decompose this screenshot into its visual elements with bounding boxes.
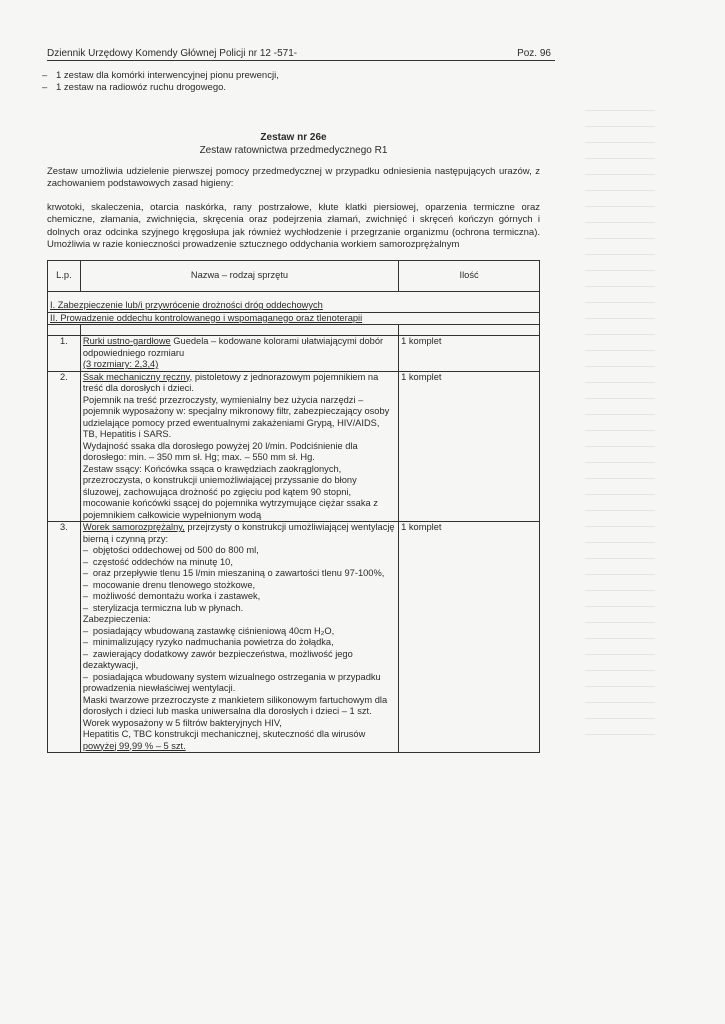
page-header — [47, 48, 555, 61]
table-row — [48, 371, 540, 522]
bleed-through-lines — [585, 110, 655, 810]
intro-item: – 1 zestaw na radiowóz ruchu drogowego. — [42, 82, 227, 93]
intro-item: – 1 zestaw dla komórki interwencyjnej pionu prewencji, — [42, 70, 279, 81]
table-header-row — [48, 261, 540, 292]
position-number: Poz. 96 — [517, 48, 551, 59]
header-lp: L.p. — [48, 261, 81, 292]
section-row — [48, 292, 540, 313]
header-qty: Ilość — [399, 261, 540, 292]
row-name: Ssak mechaniczny ręczny, pistoletowy z jednorazowym pojemnikiem na treść dla dorosłych i dzieci. Pojemnik na treść przezroczysty, wymienialny bez użycia narzędzi – pojemnik wyposażony w: specjalny mikronowy filtr, zabezpieczający osoby udzielające pomocy przed ewentualnymi zakażeniami Grypą, HIV/AIDS, TB, Hepatitis i SARS. Wydajność ssaka dla dorosłego powyżej 20 l/min. Podciśnienie dla dorosłego: min. – 350 mm sł. Hg; max. – 550 mm sł. Hg. Zestaw ssący: Końcówka ssąca o krawędziach zaokrąglonych, przezroczysta, o konstrukcji uniemożliwiającej przyssanie do błony śluzowej, zachowująca drożność po zgięciu pod kątem 90 stopni, mocowanie końcówki ssącej do pojemnika wytrzymujące ciężar ssaka z pojemnikiem całkowicie wypełnionym wodą — [80, 371, 398, 522]
header-name: Nazwa – rodzaj sprzętu — [80, 261, 398, 292]
intro-list — [42, 70, 279, 94]
kit-name: Zestaw ratownictwa przedmedycznego R1 — [199, 145, 388, 156]
row-name: Worek samorozprężalny, przejrzysty o konstrukcji umożliwiającej wentylację bierną i czynną przy: – objętości oddechowej od 500 do 800 ml, – częstość oddechów na minutę 10, – oraz przepływie tlenu 15 l/min mieszaniną o zawartości tlenu 97-100%, – mocowanie drenu tlenowego stożkowe, – możliwość demontażu worka i zastawek, – sterylizacja termiczna lub w płynach. Zabezpieczenia: – posiadający wbudowaną zastawkę ciśnieniową 40cm H₂O, – minimalizujący ryzyko nadmuchania powietrza do żołądka, – zawierający dodatkowy zawór bezpieczeństwa, możliwość jego dezaktywacji, – posiadająca wbudowany system wizualnego ostrzegania w przypadku prowadzenia niewłaściwej wentylacji. Maski twarzowe przezroczyste z mankietem silikonowym fartuchowym dla dorosłych i dzieci lub maska uniwersalna dla dorosłych i dzieci – 1 szt. Worek wyposażony w 5 filtrów bakteryjnych HIV, Hepatitis C, TBC konstrukcji mechanicznej, skuteczność dla wirusów powyżej 99,99 % – 5 szt. — [80, 522, 398, 753]
section-title: II. Prowadzenie oddechu kontrolowanego i wspomaganego oraz tlenoterapii — [50, 312, 363, 323]
row-lp: 1. — [48, 336, 81, 372]
description-paragraph: Zestaw umożliwia udzielenie pierwszej pomocy przedmedycznej w przypadku odniesienia następujących urazów, z zachowaniem podstawowych zasad higieny: — [47, 166, 540, 190]
equipment-table — [47, 260, 540, 753]
row-qty: 1 komplet — [399, 371, 540, 522]
table-row — [48, 522, 540, 753]
row-qty: 1 komplet — [399, 522, 540, 753]
row-name: Rurki ustno-gardłowe Guedela – kodowane kolorami ułatwiającymi dobór odpowiedniego rozmiaru (3 rozmiary: 2,3,4) — [80, 336, 398, 372]
kit-number: Zestaw nr 26e — [260, 132, 327, 143]
table-row — [48, 325, 540, 336]
section-title: I. Zabezpieczenie lub/i przywrócenie drożności dróg oddechowych — [50, 300, 323, 310]
row-lp: 2. — [48, 371, 81, 522]
section-row — [48, 312, 540, 325]
row-lp: 3. — [48, 522, 81, 753]
kit-title — [47, 131, 540, 157]
row-qty: 1 komplet — [399, 336, 540, 372]
injuries-paragraph: krwotoki, skaleczenia, otarcia naskórka, rany postrzałowe, kłute klatki piersiowej, oparzenia termiczne oraz chemiczne, złamania, zwichnięcia, skręcenia oraz podejrzenia złamań, zwichnięć i skręceń kończyn górnych i dolnych oraz odcinka szyjnego kręgosłupa jak również wychłodzenie i przegrzanie organizmu (ochrona termiczna). Umożliwia w razie konieczności prowadzenie sztucznego oddychania workiem samorozprężalnym — [47, 202, 540, 250]
table-row — [48, 336, 540, 372]
journal-title: Dziennik Urzędowy Komendy Głównej Policji nr 12 -571- — [47, 48, 298, 59]
